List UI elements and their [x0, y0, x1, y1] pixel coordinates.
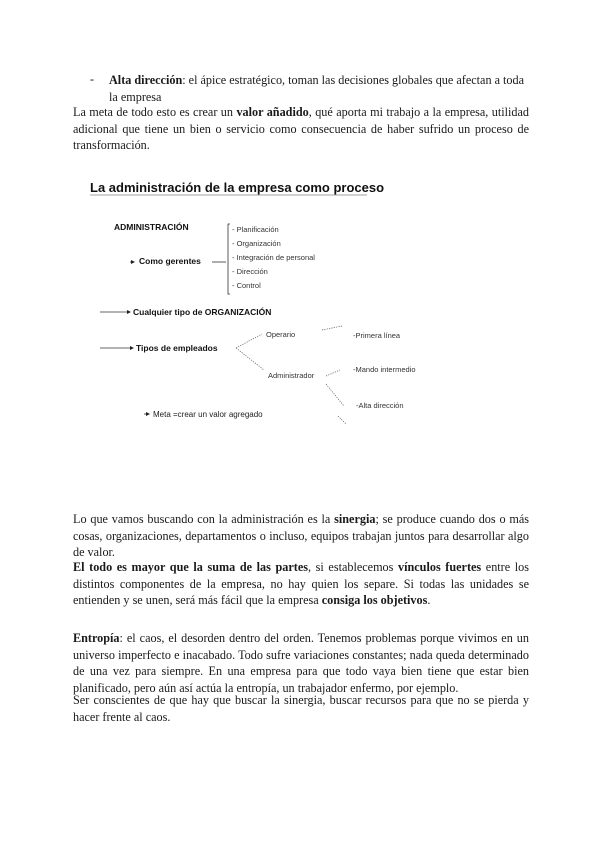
- como-gerentes-label: Como gerentes: [139, 256, 201, 266]
- function-planificacion: - Planificación: [232, 225, 279, 234]
- diagram-title: La administración de la empresa como proceso: [90, 180, 385, 195]
- para4-bold: Entropía: [73, 631, 120, 645]
- para4-text: : el caos, el desorden dentro del orden. Tenemos problemas porque vivimos en un universo imperfecto e inacabado. Todo sufre variaciones constantes; nada queda determinado de una vez para siempre. En una empresa para que todo vaya bien tiene que estar bien planificado, pero aún así actúa la entropía, un trabajador enfermo, por ejemplo.: [73, 631, 529, 695]
- process-diagram: [0, 170, 600, 430]
- link-primera: [322, 326, 342, 330]
- meta-arrowhead: [146, 412, 150, 416]
- para3-bold-c: vínculos fuertes: [398, 560, 482, 574]
- function-direccion: - Dirección: [232, 267, 268, 276]
- para1-bold: valor añadido: [236, 105, 309, 119]
- para3-text-d: entre los distintos componentes de la empresa, no hay quien los separe. Si todas las unidades se entienden y se unen, será más fácil que la empresa: [73, 560, 529, 607]
- function-organizacion: - Organización: [232, 239, 281, 248]
- para3-bold-a: El todo es mayor que la suma de las partes: [73, 560, 308, 574]
- paragraph-todo-mayor: [73, 559, 529, 609]
- paragraph-entropia: [73, 630, 529, 696]
- branch-administrador: [236, 348, 264, 370]
- para2-bold: sinergia: [334, 512, 376, 526]
- functions-bracket: [228, 224, 230, 294]
- primera-linea-label: -Primera línea: [353, 331, 401, 340]
- paragraph-sinergia: [73, 511, 529, 561]
- alta-tick: [338, 416, 346, 424]
- para3-text-b: , si establecemos: [308, 560, 399, 574]
- function-integracion: - Integración de personal: [232, 253, 315, 262]
- para2-text-a: Lo que vamos buscando con la administración es la: [73, 512, 335, 526]
- administrador-label: Administrador: [268, 371, 315, 380]
- para1-text-a: La meta de todo esto es crear un: [73, 105, 237, 119]
- administracion-heading: ADMINISTRACIÓN: [114, 222, 189, 232]
- branch-operario: [236, 334, 262, 348]
- tipos-label: Tipos de empleados: [136, 343, 218, 353]
- link-mando: [326, 370, 340, 376]
- mando-intermedio-label: -Mando intermedio: [353, 365, 416, 374]
- meta-label: Meta =crear un valor agregado: [153, 410, 263, 419]
- bullet-term: Alta dirección: [109, 73, 183, 87]
- bullet-dash: -: [90, 72, 95, 86]
- cualquier-arrowhead: [127, 310, 131, 314]
- operario-label: Operario: [266, 330, 296, 339]
- paragraph-conclusion: Ser conscientes de que hay que buscar la sinergia, buscar recursos para que no se pierda y hacer frente al caos.: [73, 693, 529, 724]
- bullet-text: : el ápice estratégico, toman las decisiones globales que afectan a toda la empresa: [109, 73, 525, 104]
- bullet-alta-direccion: [109, 72, 529, 105]
- tipos-arrowhead: [130, 346, 134, 350]
- alta-direccion-label: -Alta dirección: [356, 401, 404, 410]
- function-control: - Control: [232, 281, 261, 290]
- para3-bold-e: consiga los objetivos: [321, 593, 428, 607]
- para2-text-c: ; se produce cuando dos o más cosas, organizaciones, departamentos o incluso, equipos trabajan juntos para desarrollar algo de valor.: [73, 512, 529, 559]
- para3-text-f: .: [427, 593, 431, 607]
- para1-text-c: , qué aporta mi trabajo a la empresa, utilidad adicional que tiene un bien o servicio como consecuencia de haber sufrido un proceso de transformación.: [73, 105, 530, 152]
- paragraph-valor-anadido: [73, 104, 529, 154]
- gerentes-arrowhead: [131, 260, 135, 264]
- link-alta: [326, 384, 344, 406]
- cualquier-label: Cualquier tipo de ORGANIZACIÓN: [133, 307, 272, 317]
